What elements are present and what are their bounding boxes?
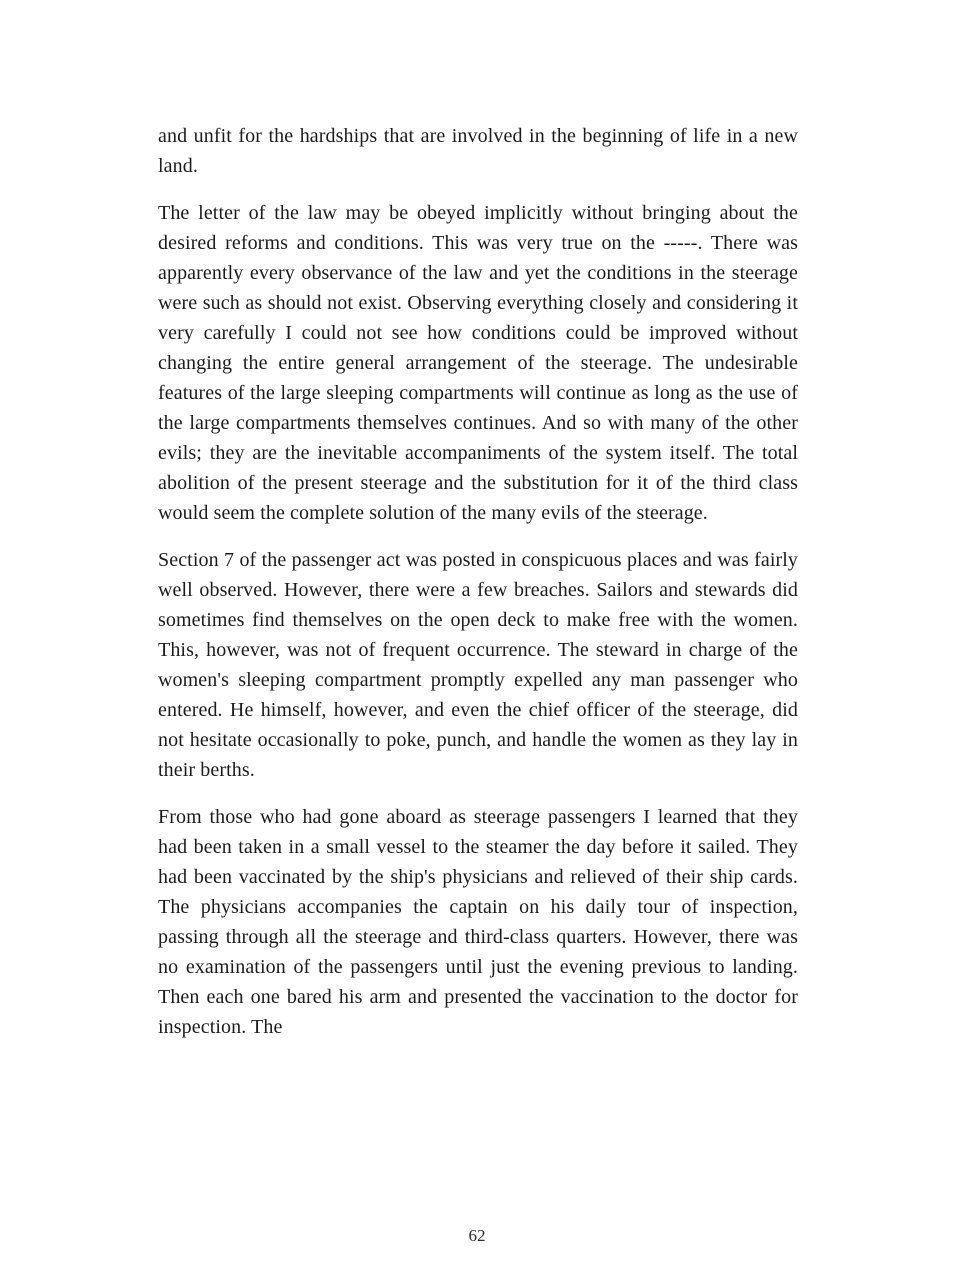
paragraph: and unfit for the hardships that are involved in the beginning of life in a new land. — [158, 125, 798, 177]
paragraph: Section 7 of the passenger act was posted in conspicuous places and was fairly well observed. However, there were a few breaches. Sailors and stewards did sometimes find themselves on the open deck to make free with the women. This, however, was not of frequent occurrence. The steward in charge of the women's sleeping compartment promptly expelled any man passenger who entered. He himself, however, and even the chief officer of the steerage, did not hesitate occasionally to poke, punch, and handle the women as they lay in their berths. — [158, 549, 798, 781]
paragraph: The letter of the law may be obeyed implicitly without bringing about the desired reforms and conditions. This was very true on the -----. There was apparently every observance of the law and yet the conditions in the steerage were such as should not exist. Observing everything closely and considering it very carefully I could not see how conditions could be improved without changing the entire general arrangement of the steerage. The undesirable features of the large sleeping compartments will continue as long as the use of the large compartments themselves continues. And so with many of the other evils; they are the inevitable accompaniments of the system itself. The total abolition of the present steerage and the substitution for it of the third class would seem the complete solution of the many evils of the steerage. — [158, 202, 798, 524]
page-number: 62 — [468, 1226, 486, 1245]
paragraph: From those who had gone aboard as steerage passengers I learned that they had been taken in a small vessel to the steamer the day before it sailed. They had been vaccinated by the ship's physicians and relieved of their ship cards. The physicians accompanies the captain on his daily tour of inspection, passing through all the steerage and third-class quarters. However, there was no examination of the passengers until just the evening previous to landing. Then each one bared his arm and presented the vaccination to the doctor for inspection. The — [158, 806, 798, 1038]
page-content — [158, 121, 798, 1059]
